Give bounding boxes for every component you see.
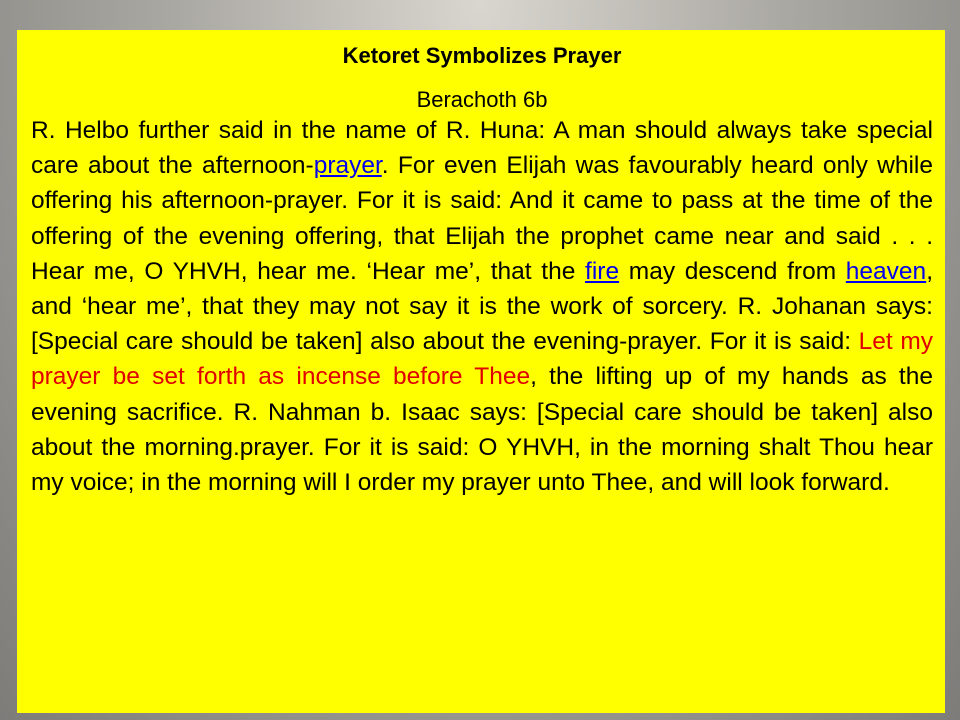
passage-text [31, 113, 933, 500]
highlighted-quote: Let my prayer be set forth as incense before Thee [31, 328, 933, 391]
slide-panel [17, 30, 945, 713]
slide-title: Ketoret Symbolizes Prayer [342, 43, 622, 68]
passage-segment: , and ‘hear me’, that they may not say it is the work of sorcery. R. Johanan says: [Special care should be taken] also about the evening-prayer. For it is said: [31, 257, 933, 356]
source-reference: Berachoth 6b [416, 87, 548, 112]
passage-segment: . For even Elijah was favourably heard only while offering his afternoon-prayer. For it is said: And it came to pass at the time of the offering of the evening offering, that Elijah the prophet came near and said . . . Hear me, O YHVH, hear me. ‘Hear me’, that the [31, 152, 933, 285]
link-prayer[interactable]: prayer [313, 152, 382, 180]
passage-segment: , the lifting up of my hands as the evening sacrifice. R. Nahman b. Isaac says: [Special care should be taken] also about the morning.prayer. For it is said: O YHVH, in the morning shalt Thou hear my voice; in the morning will I order my prayer unto Thee, and will look forward. [31, 363, 933, 497]
passage-segment: may descend from [619, 257, 846, 285]
link-heaven[interactable]: heaven [845, 257, 927, 285]
passage-segment: R. Helbo further said in the name of R. Huna: A man should always take special care about the afternoon- [31, 117, 933, 180]
link-fire[interactable]: fire [585, 257, 620, 285]
